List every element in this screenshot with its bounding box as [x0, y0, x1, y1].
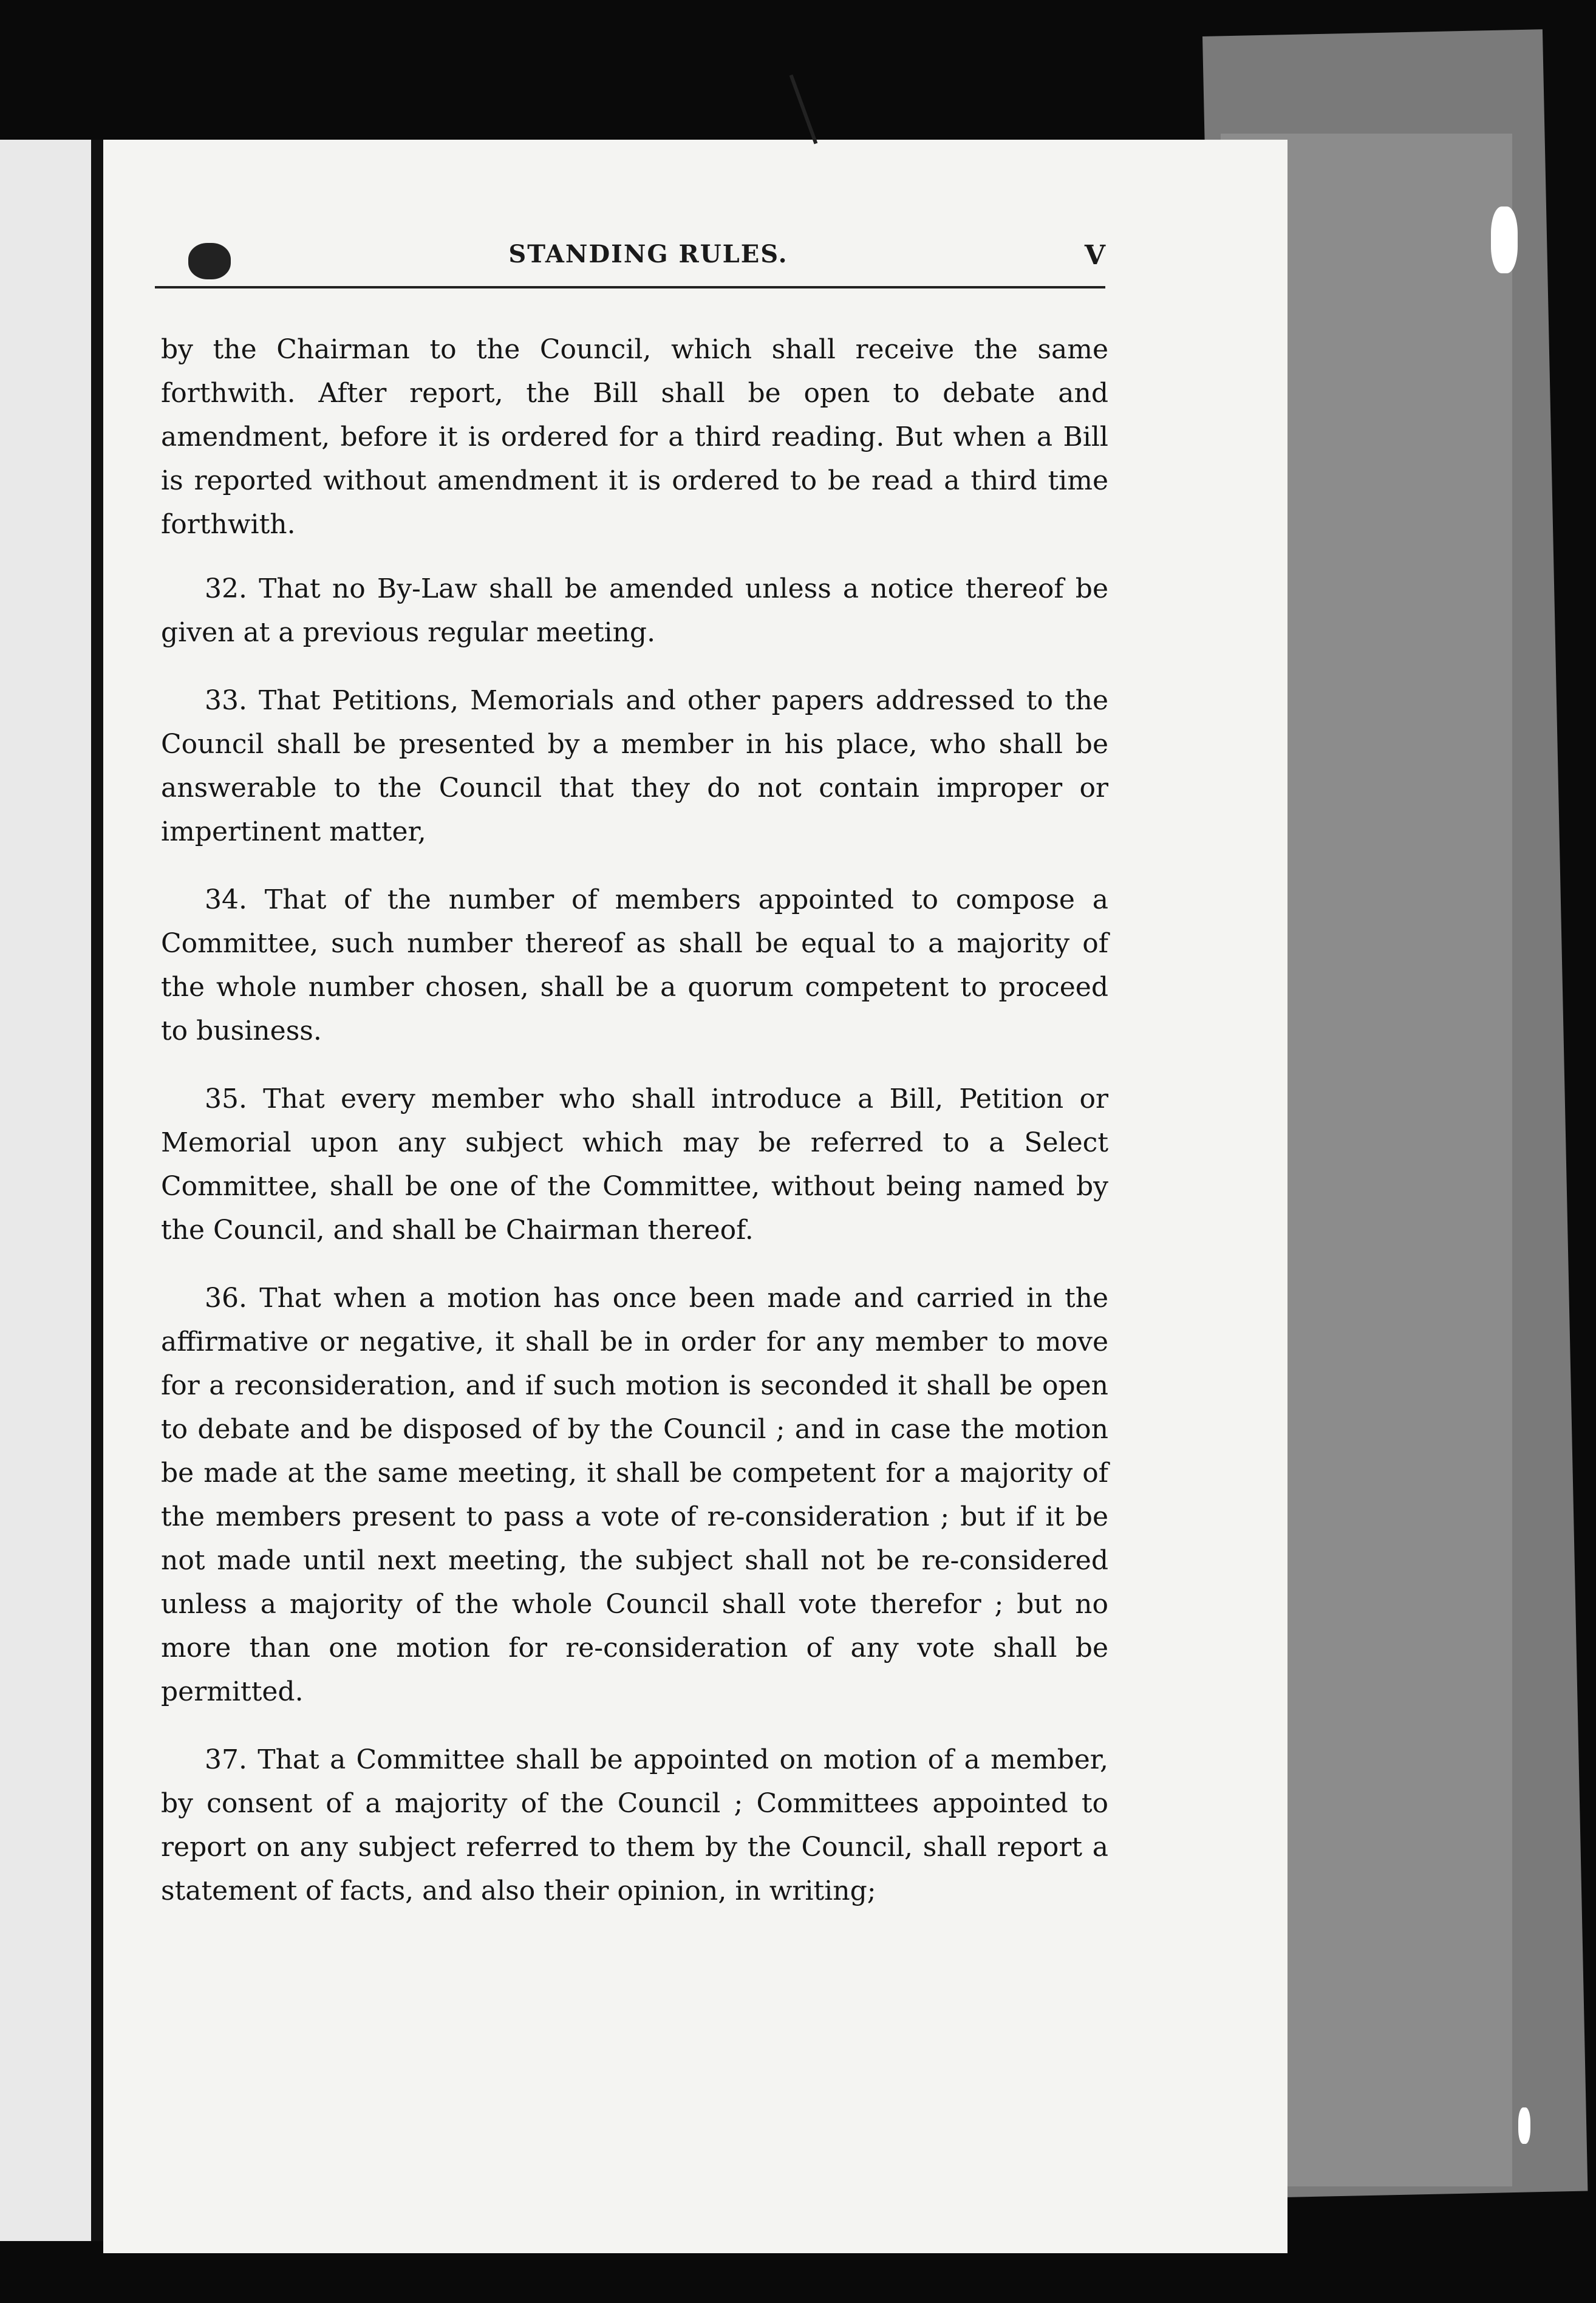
- rule-35-paragraph: 35. That every member who shall introduce a Bill, Petition or Memorial upon any subject which may be referred to a Select Committee, shall be one of the Committee, without being named by the Council, and shall be Chairman thereof.: [161, 1083, 1108, 1246]
- rule-33-paragraph: 33. That Petitions, Memorials and other papers addressed to the Council shall be presented by a member in his place, who shall be answerable to the Council that they do not contain improper or impertinent matter,: [161, 685, 1108, 847]
- rule-37-paragraph: 37. That a Committee shall be appointed on motion of a member, by consent of a majority of the Council ; Committees appointed to report on any subject referred to them by the Council, shall report a statement of facts, and also their opinion, in writing;: [161, 1744, 1108, 1906]
- facing-page-edge: [0, 140, 97, 2241]
- page-header: [155, 240, 1105, 288]
- scan-speck: [1518, 2107, 1530, 2144]
- rule-36-paragraph: 36. That when a motion has once been made and carried in the affirmative or negative, it shall be in order for any member to move for a reconsideration, and if such motion is seconded it shall be open to debate and be disposed of by the Council ; and in case the motion be made at the same meeting, it shall be competent for a majority of the members present to pass a vote of re-consideration ; but if it be not made until next meeting, the subject shall not be re-considered unless a majority of the whole Council shall vote therefor ; but no more than one motion for re-consideration of any vote shall be permitted.: [161, 1283, 1108, 1707]
- page-number: V: [1084, 240, 1105, 271]
- binding-gutter: [91, 140, 104, 2241]
- header-rule: [155, 286, 1105, 288]
- scan-speck: [1491, 206, 1518, 273]
- rule-34-paragraph: 34. That of the number of members appointed to compose a Committee, such number thereof as shall be equal to a majority of the whole number chosen, shall be a quorum competent to proceed to business.: [161, 884, 1108, 1046]
- page-crease: [789, 75, 818, 145]
- scan-blot: [188, 243, 231, 279]
- rule-32-paragraph: 32. That no By-Law shall be amended unless a notice thereof be given at a previous regular meeting.: [161, 573, 1108, 648]
- running-title: STANDING RULES.: [508, 240, 788, 268]
- page-body: [161, 328, 1108, 1937]
- paragraph-continuation: by the Chairman to the Council, which shall receive the same forthwith. After report, the Bill shall be open to debate and amendment, before it is ordered for a third reading. But when a Bill is reported without amendment it is ordered to be read a third time forthwith.: [161, 334, 1108, 540]
